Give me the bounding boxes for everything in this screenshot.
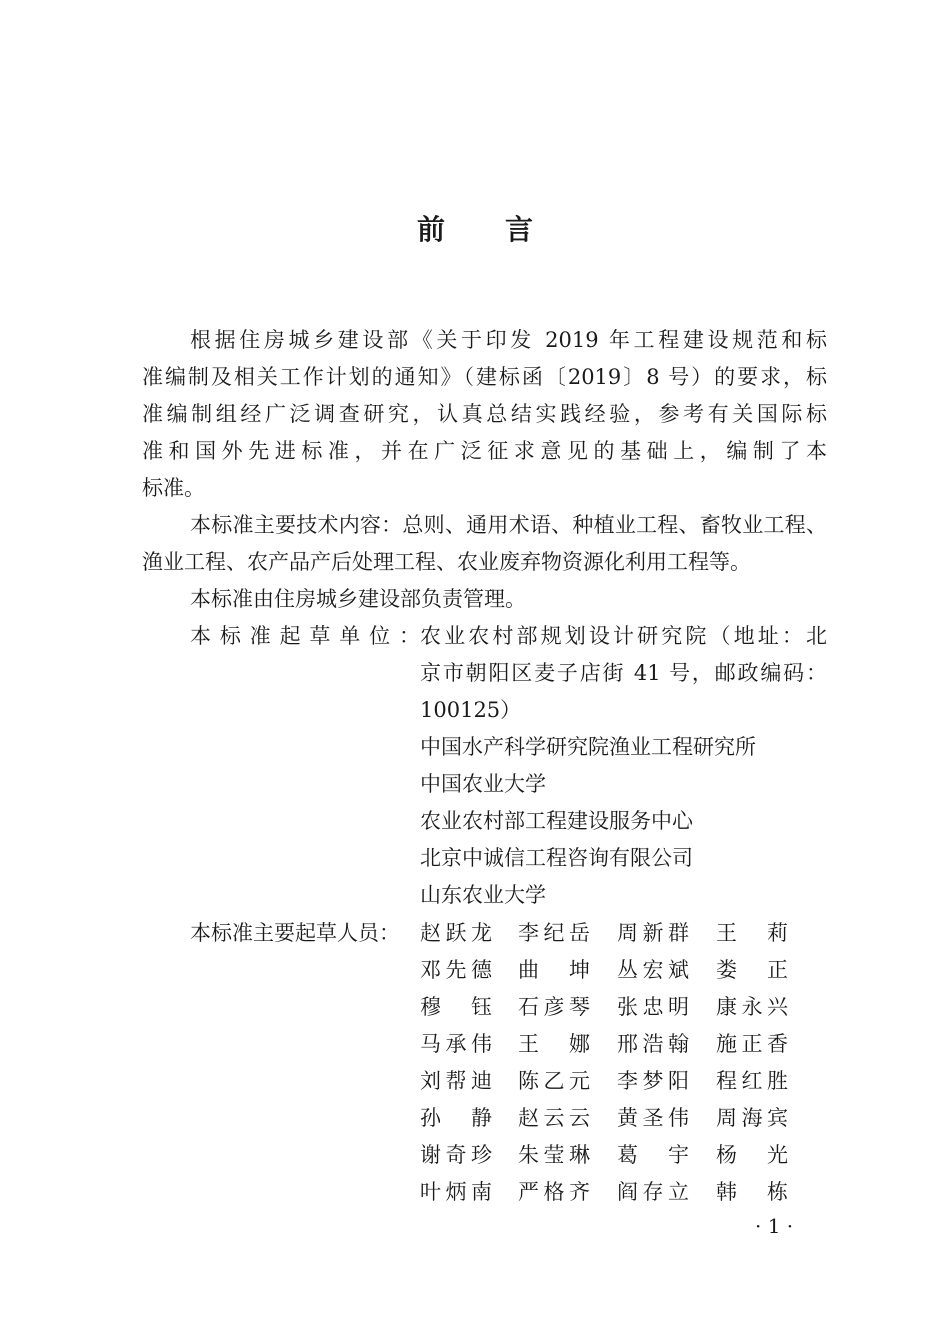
drafting-unit-line-8: 山东农业大学 — [420, 883, 546, 907]
management-line: 本标准由住房城乡建设部负责管理。 — [190, 587, 526, 611]
drafter-name: 叶炳南 — [420, 1180, 492, 1204]
drafter-name: 穆钰 — [420, 995, 492, 1019]
drafter-name: 程红胜 — [716, 1069, 788, 1093]
title-char-2: 言 — [505, 213, 534, 246]
intro-line-2: 准编制及相关工作计划的通知》（建标函〔2019〕8 号）的要求，标 — [142, 365, 827, 389]
drafter-name: 谢奇珍 — [420, 1143, 492, 1167]
drafter-name: 黄圣伟 — [617, 1106, 689, 1130]
drafter-name: 邢浩翰 — [617, 1032, 689, 1056]
content-line-2: 渔业工程、农产品产后处理工程、农业废弃物资源化利用工程等。 — [142, 550, 751, 574]
drafting-unit-line-3: 100125） — [420, 698, 522, 722]
drafter-name: 韩栋 — [716, 1180, 788, 1204]
drafter-name: 杨光 — [716, 1143, 788, 1167]
drafter-name: 康永兴 — [716, 995, 788, 1019]
drafting-unit-line-2: 京市朝阳区麦子店街 41 号，邮政编码： — [420, 661, 827, 685]
page-title — [0, 208, 950, 248]
drafter-name: 邓先德 — [420, 958, 492, 982]
intro-line-1: 根据住房城乡建设部《关于印发 2019 年工程建设规范和标 — [190, 328, 827, 352]
drafter-name: 娄正 — [716, 958, 788, 982]
drafter-name: 曲坤 — [518, 958, 590, 982]
intro-line-5: 标准。 — [142, 476, 205, 500]
drafting-unit-line-6: 农业农村部工程建设服务中心 — [420, 809, 693, 833]
drafter-name: 石彦琴 — [518, 995, 590, 1019]
drafter-name: 李梦阳 — [617, 1069, 689, 1093]
drafter-name: 丛宏斌 — [617, 958, 689, 982]
drafter-name: 朱莹琳 — [518, 1143, 590, 1167]
drafter-name: 周海宾 — [716, 1106, 788, 1130]
title-char-1: 前 — [416, 213, 445, 246]
page-number: · 1 · — [755, 1214, 794, 1238]
drafting-unit-line-5: 中国农业大学 — [420, 772, 546, 796]
drafting-units-label: 本标准起草单位： — [190, 624, 420, 648]
drafter-name: 马承伟 — [420, 1032, 492, 1056]
drafter-name: 张忠明 — [617, 995, 689, 1019]
drafter-name: 李纪岳 — [518, 921, 590, 945]
drafter-name: 刘帮迪 — [420, 1069, 492, 1093]
drafter-name: 陈乙元 — [518, 1069, 590, 1093]
drafters-label: 本标准主要起草人员： — [190, 921, 400, 945]
drafting-unit-line-4: 中国水产科学研究院渔业工程研究所 — [420, 735, 756, 759]
drafter-name: 赵跃龙 — [420, 921, 492, 945]
drafter-name: 严格齐 — [518, 1180, 590, 1204]
drafting-unit-line-7: 北京中诚信工程咨询有限公司 — [420, 846, 693, 870]
drafter-name: 赵云云 — [518, 1106, 590, 1130]
drafter-name: 王莉 — [716, 921, 788, 945]
drafter-name: 葛宇 — [617, 1143, 689, 1167]
drafter-name: 阎存立 — [617, 1180, 689, 1204]
drafting-unit-line-1: 农业农村部规划设计研究院（地址：北 — [420, 624, 827, 648]
drafter-name: 王娜 — [518, 1032, 590, 1056]
drafter-name: 施正香 — [716, 1032, 788, 1056]
intro-line-4: 准和国外先进标准，并在广泛征求意见的基础上，编制了本 — [142, 439, 827, 463]
intro-line-3: 准编制组经广泛调查研究，认真总结实践经验，参考有关国际标 — [142, 402, 827, 426]
drafter-name: 周新群 — [617, 921, 689, 945]
content-line-1: 本标准主要技术内容：总则、通用术语、种植业工程、畜牧业工程、 — [190, 513, 827, 537]
drafter-name: 孙静 — [420, 1106, 492, 1130]
